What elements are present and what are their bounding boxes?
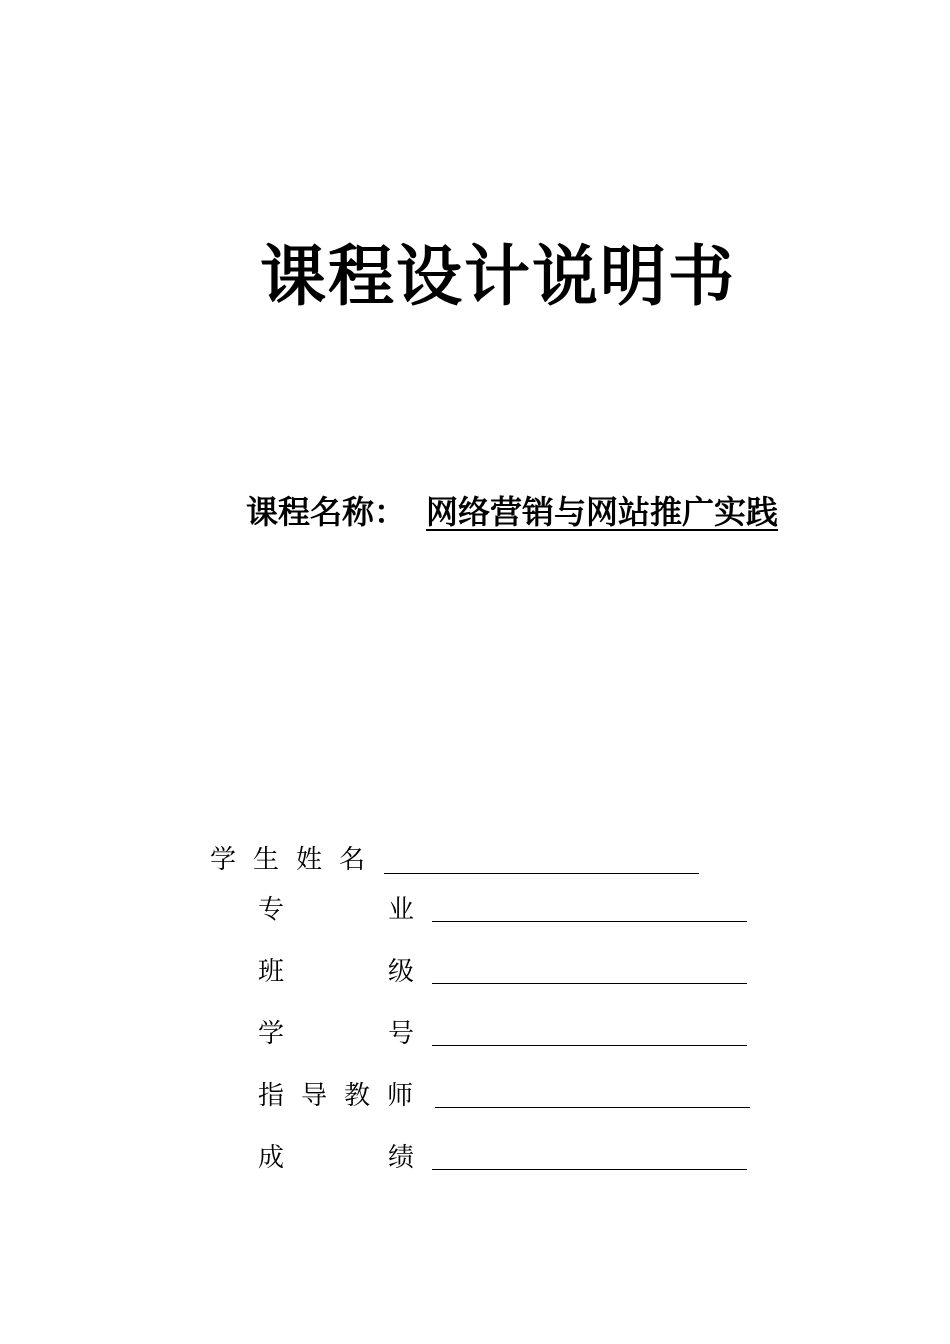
label-char: 专 <box>258 895 285 925</box>
label-char: 姓 <box>296 845 323 875</box>
field-student-id <box>258 1017 748 1051</box>
document-title: 课程设计说明书 <box>260 238 736 315</box>
label-char: 师 <box>387 1081 414 1111</box>
label-char: 导 <box>301 1081 328 1111</box>
label-char: 学 <box>258 1019 285 1049</box>
label-char: 教 <box>344 1081 371 1111</box>
label-char: 级 <box>388 957 415 987</box>
student-name-line[interactable] <box>384 873 699 874</box>
label-char: 绩 <box>388 1143 415 1173</box>
course-name-label: 课程名称： <box>246 493 407 531</box>
label-char: 名 <box>339 845 366 875</box>
field-major <box>258 893 748 927</box>
course-name-row <box>246 490 778 534</box>
field-label-advisor <box>258 1079 427 1113</box>
field-class <box>258 955 748 989</box>
course-name-value: 网络营销与网站推广实践 <box>426 493 779 531</box>
label-char: 学 <box>210 845 237 875</box>
label-char: 成 <box>258 1143 285 1173</box>
label-char: 指 <box>258 1081 285 1111</box>
field-label-student-name <box>210 843 379 877</box>
label-char: 业 <box>388 895 415 925</box>
field-advisor <box>258 1079 753 1113</box>
grade-line[interactable] <box>432 1169 747 1170</box>
field-label-grade <box>258 1141 428 1175</box>
advisor-line[interactable] <box>435 1107 750 1108</box>
student-id-line[interactable] <box>432 1045 747 1046</box>
field-grade <box>258 1141 748 1175</box>
label-char: 生 <box>253 845 280 875</box>
major-line[interactable] <box>432 921 747 922</box>
class-line[interactable] <box>432 983 747 984</box>
field-label-class <box>258 955 428 989</box>
label-char: 班 <box>258 957 285 987</box>
label-char: 号 <box>388 1019 415 1049</box>
field-label-major <box>258 893 428 927</box>
field-student-name <box>210 843 700 877</box>
field-label-student-id <box>258 1017 428 1051</box>
